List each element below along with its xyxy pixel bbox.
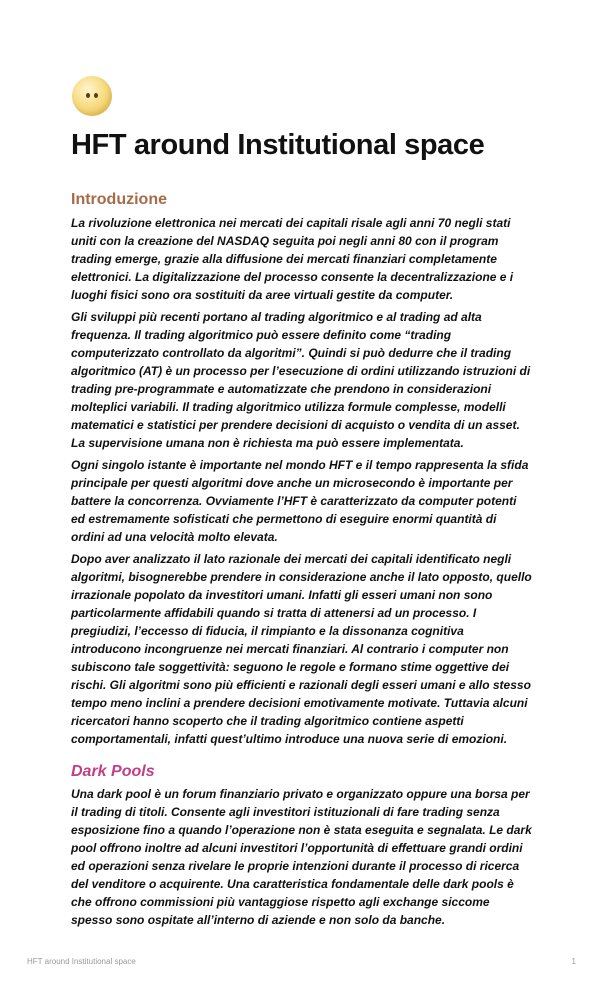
footer-page-number: 1	[571, 957, 576, 966]
paragraph: Gli sviluppi più recenti portano al trading algoritmico e al trading ad alta frequenza. Il trading algoritmico può essere definito come “trading computerizzato controllato da algoritmi”. Quindi si può dedurre che il trading algoritmico (AT) è un processo per l’esecuzione di ordini utilizzando istruzioni di trading pre-programmate e automatizzate che prendono in considerazioni molteplici variabili. Il trading algoritmico utilizza formule complesse, modelli matematici e statistici per prendere decisioni di acquisto o vendita di un asset. La supervisione umana non è richiesta ma può essere implementata.	[71, 310, 531, 450]
paragraph: Dopo aver analizzato il lato razionale dei mercati dei capitali identificato negli algoritmi, bisognerebbe prendere in considerazione anche il lato opposto, quello irrazionale popolato da investitori umani. Infatti gli esseri umani non sono particolarmente affidabili quando si tratta di attenersi ad un processo. I pregiudizi, l’eccesso di fiducia, il rimpianto e la dissonanza cognitiva introducono incongruenze nei mercati finanziari. Al contrario i computer non subiscono tale soggettività: seguono le regole e formano stime oggettive dei rischi. Gli algoritmi sono più efficienti e razionali degli esseri umani e allo stesso tempo meno inclini a prendere decisioni emotivamente motivate. Tuttavia alcuni ricercatori hanno scoperto che il trading algoritmico contiene aspetti comportamentali, infatti quest’ultimo introduce una nuova serie di emozioni.	[71, 552, 532, 746]
footer-title: HFT around Institutional space	[27, 957, 136, 966]
page-footer	[27, 957, 576, 966]
section-body-dark-pools	[71, 785, 533, 929]
emoji-right-eye	[94, 93, 98, 98]
page-title: HFT around Institutional space	[71, 129, 485, 161]
page-content	[71, 76, 533, 929]
section-heading-dark-pools: Dark Pools	[71, 763, 155, 780]
emoji-left-eye	[86, 93, 90, 98]
face-emoji-icon	[72, 76, 112, 116]
paragraph: Una dark pool è un forum finanziario privato e organizzato oppure una borsa per il trading di titoli. Consente agli investitori istituzionali di fare trading senza esposizione fino a quando l’operazione non è stata eseguita e segnalata. Le dark pool offrono inoltre ad alcuni investitori l’opportunità di effettuare grandi ordini ed operazioni senza rivelare le proprie intenzioni durante il processo di ricerca del venditore o acquirente. Una caratteristica fondamentale delle dark pools è che offrono commissioni più vantaggiose rispetto agli exchange siccome spesso sono ospitate all’interno di aziende e non solo da banche.	[71, 787, 532, 927]
paragraph: La rivoluzione elettronica nei mercati dei capitali risale agli anni 70 negli stati uniti con la creazione del NASDAQ seguita poi negli anni 80 con il program trading emerge, grazie alla diffusione dei mercati finanziari completamente elettronici. La digitalizzazione del processo consente la decentralizzazione e i luoghi fisici sono ora sostituiti da aree virtuali gestite da computer.	[71, 216, 514, 302]
section-heading-introduzione: Introduzione	[71, 191, 167, 208]
paragraph: Ogni singolo istante è importante nel mondo HFT e il tempo rappresenta la sfida principale per questi algoritmi dove anche un microsecondo è importante per battere la concorrenza. Ovviamente l’HFT è caratterizzato da computer potenti ed estremamente sofisticati che permettono di eseguire enormi quantità di ordini ad una velocità molto elevata.	[71, 458, 529, 544]
section-body-introduzione	[71, 214, 533, 748]
